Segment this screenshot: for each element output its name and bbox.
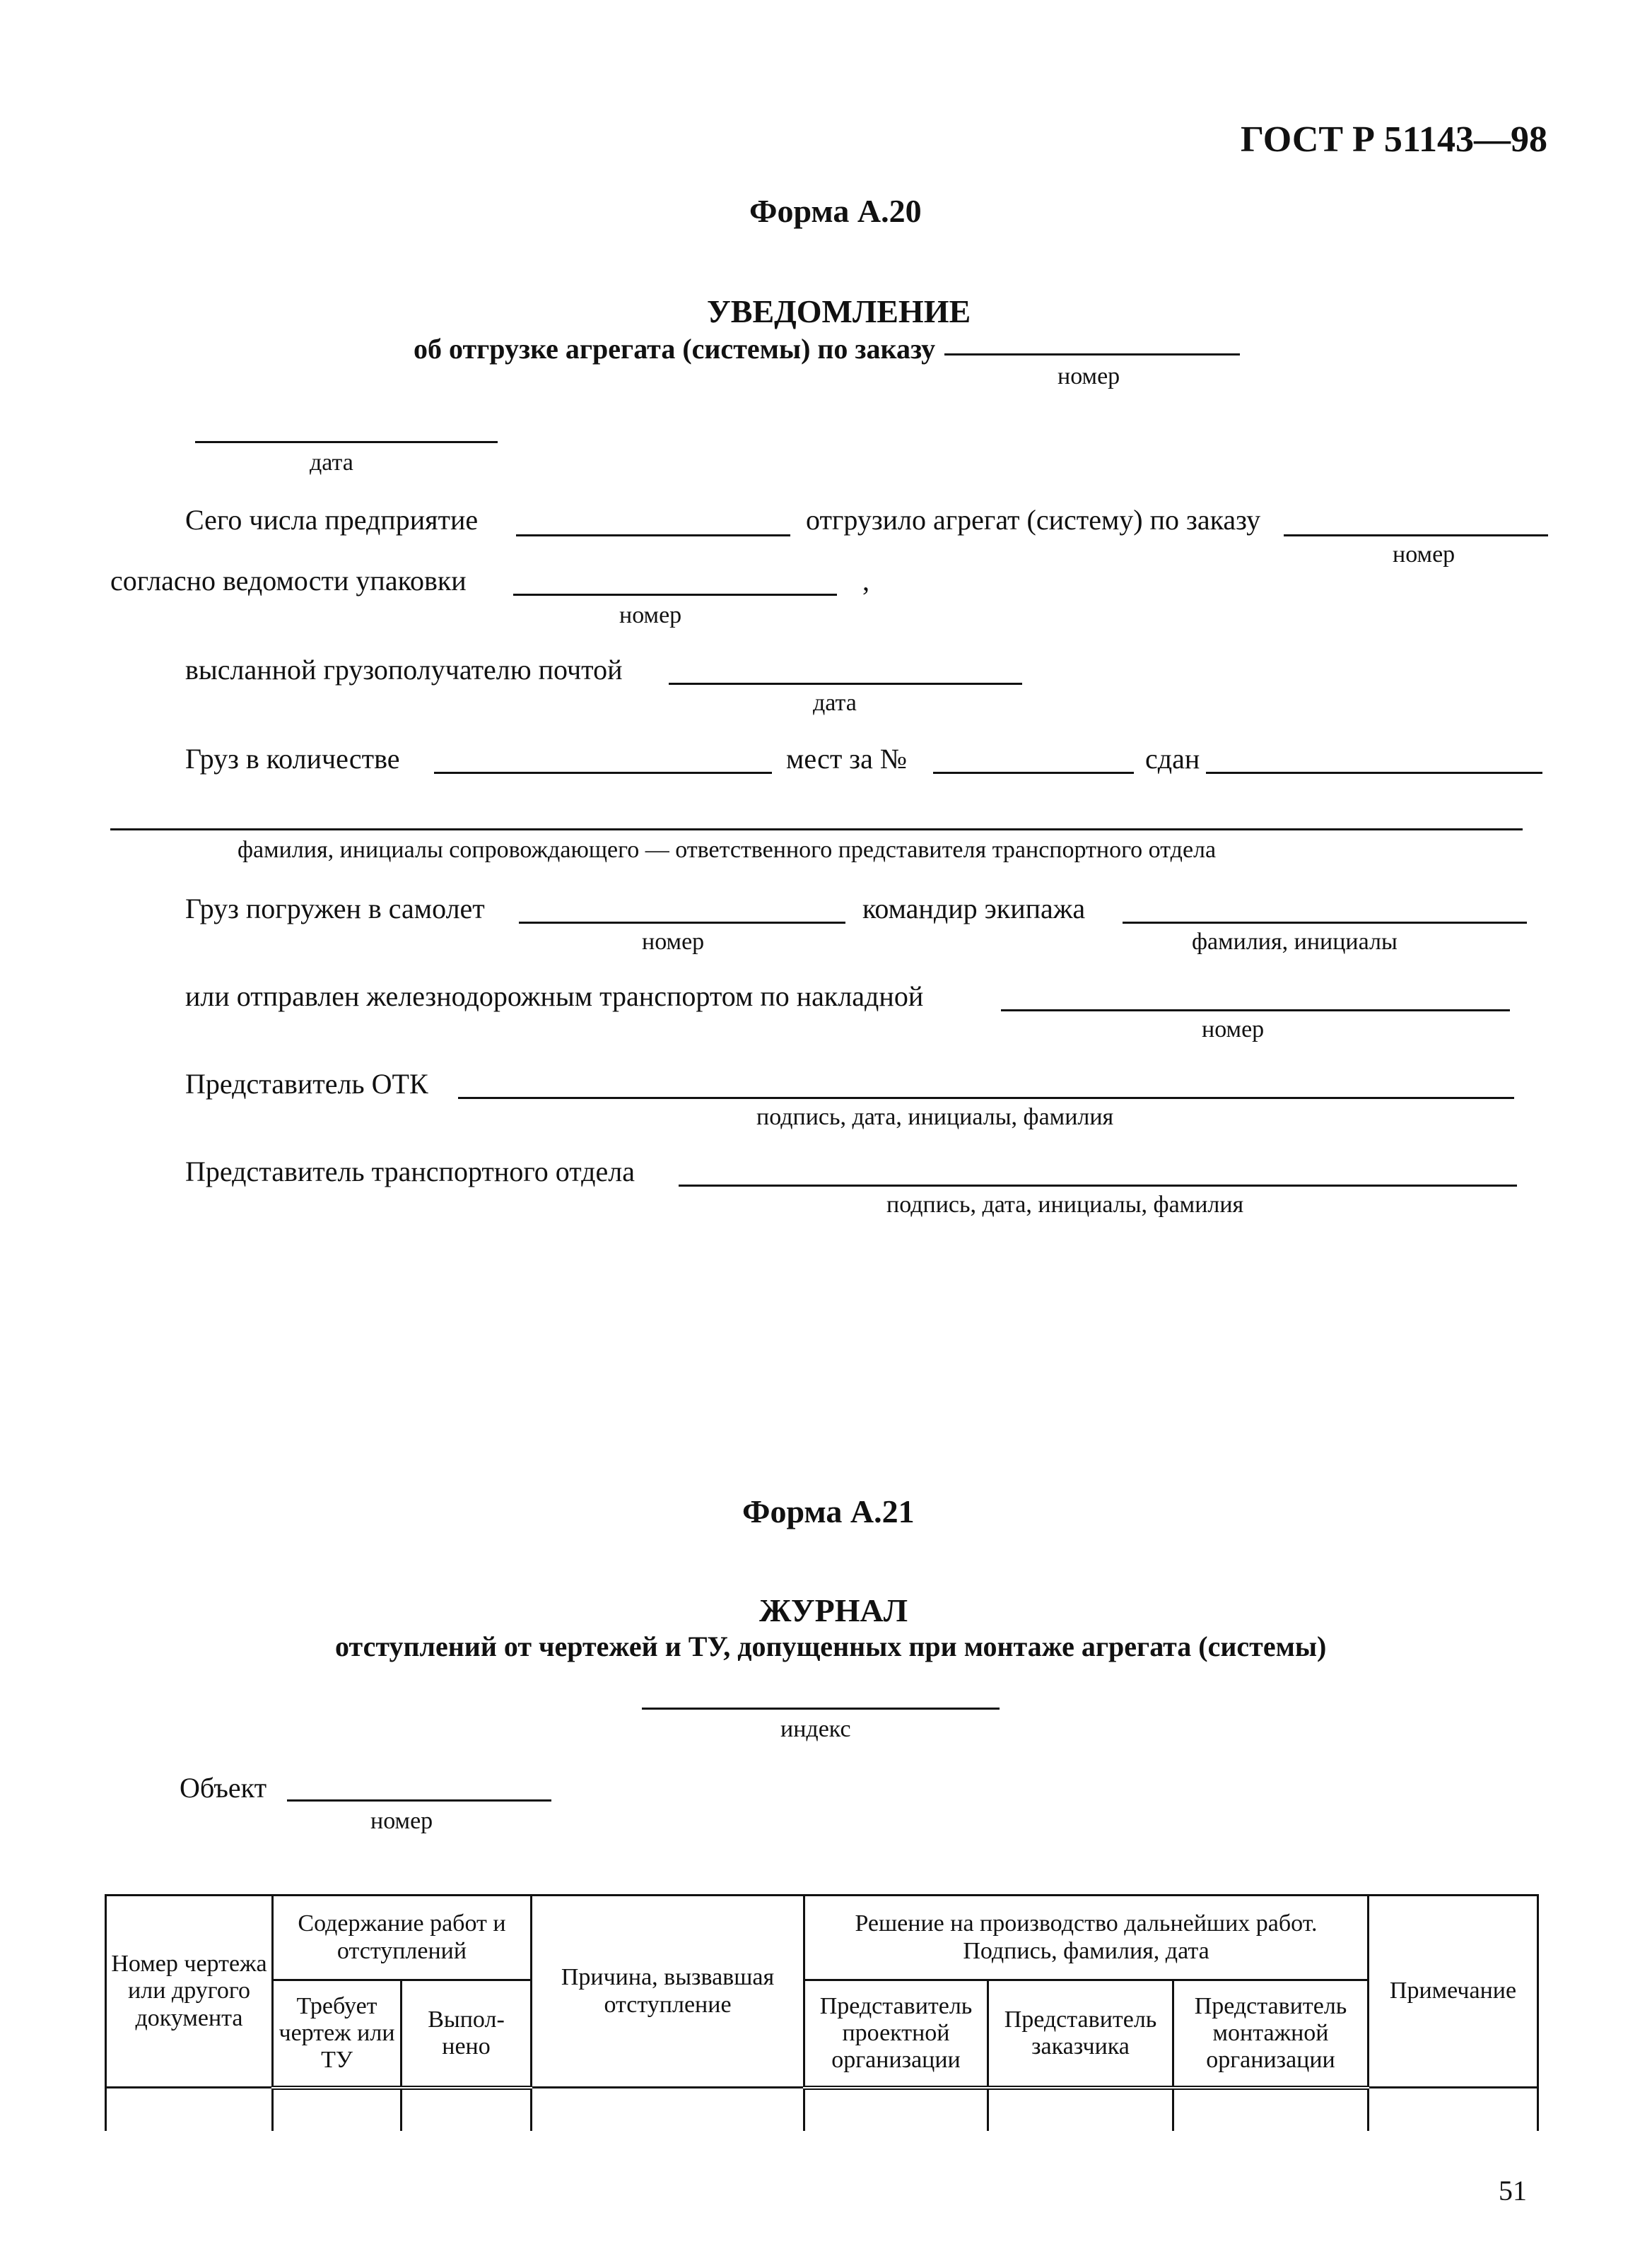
col-required: Требует чертеж или ТУ [273, 1980, 402, 2088]
form-a21-title: Форма А.21 [742, 1493, 915, 1529]
escort-caption: фамилия, инициалы сопровождающего — ответственного представителя транспортного отдела [238, 837, 1217, 863]
order-number-caption: номер [1058, 363, 1120, 389]
journal-heading: ЖУРНАЛ [759, 1592, 908, 1628]
commander-label: командир экипажа [862, 893, 1086, 924]
cargo-amount-label: Груз в количестве [185, 743, 400, 775]
shipped-label: отгрузило агрегат (систему) по заказу [806, 504, 1261, 536]
table-row [106, 2088, 1538, 2131]
notice-heading: УВЕДОМЛЕНИЕ [707, 293, 971, 329]
shipped-order-line[interactable] [1284, 534, 1548, 536]
mail-date-caption: дата [813, 690, 857, 716]
transport-rep-caption: подпись, дата, инициалы, фамилия [886, 1192, 1244, 1218]
col-note: Примечание [1369, 1896, 1538, 2088]
order-number-line[interactable] [944, 353, 1240, 356]
enterprise-line[interactable] [516, 534, 790, 536]
waybill-caption: номер [1202, 1016, 1265, 1042]
otk-signature-line[interactable] [458, 1097, 1514, 1099]
object-number-line[interactable] [287, 1799, 551, 1802]
otk-label: Представитель ОТК [185, 1068, 428, 1100]
col-project-rep: Представитель проектной организации [804, 1980, 988, 2088]
enterprise-label: Сего числа предприятие [185, 504, 479, 536]
cargo-amount-line[interactable] [434, 772, 772, 774]
packing-list-line[interactable] [513, 594, 837, 596]
col-group-works: Содержание работ и отступлений [273, 1896, 532, 1980]
index-caption: индекс [780, 1716, 851, 1742]
object-label: Объект [180, 1772, 267, 1804]
object-number-caption: номер [370, 1808, 433, 1834]
notice-subheading: об отгрузке агрегата (системы) по заказу [414, 333, 936, 365]
aircraft-label: Груз погружен в самолет [185, 893, 485, 924]
mail-label: высланной грузополучателю почтой [185, 654, 623, 686]
packing-list-caption: номер [619, 602, 682, 628]
transport-rep-label: Представитель транспортного отдела [185, 1156, 635, 1187]
commander-name-line[interactable] [1123, 922, 1527, 924]
places-label: мест за № [786, 743, 908, 775]
journal-table [105, 1894, 1539, 2131]
col-done: Выпол-нено [402, 1980, 532, 2088]
commander-caption: фамилия, инициалы [1192, 929, 1398, 955]
waybill-line[interactable] [1001, 1009, 1510, 1011]
date-caption: дата [310, 450, 353, 476]
col-group-decision: Решение на производство дальнейших работ. Подпись, фамилия, дата [804, 1896, 1369, 1980]
journal-subheading: отступлений от чертежей и ТУ, допущенных при монтаже агрегата (системы) [335, 1631, 1327, 1662]
col-installer-rep: Представитель монтажной организации [1173, 1980, 1369, 2088]
railway-label: или отправлен железнодорожным транспортом по накладной [185, 980, 924, 1012]
index-line[interactable] [642, 1708, 1000, 1710]
aircraft-number-caption: номер [642, 929, 705, 955]
escort-name-line[interactable] [110, 828, 1523, 830]
page-number: 51 [1499, 2175, 1527, 2207]
aircraft-number-line[interactable] [519, 922, 845, 924]
date-line[interactable] [195, 441, 498, 443]
transport-rep-signature-line[interactable] [679, 1185, 1517, 1187]
standard-number: ГОСТ Р 51143—98 [1240, 119, 1547, 160]
packing-list-comma: , [862, 565, 869, 597]
handed-over-line[interactable] [1206, 772, 1542, 774]
shipped-order-caption: номер [1393, 541, 1455, 568]
handed-over-label: сдан [1145, 743, 1200, 775]
places-number-line[interactable] [933, 772, 1134, 774]
col-customer-rep: Представитель заказчика [988, 1980, 1173, 2088]
col-drawing-number: Номер чертежа или другого документа [106, 1896, 273, 2088]
form-a20-title: Форма А.20 [749, 193, 922, 229]
mail-date-line[interactable] [669, 683, 1022, 685]
otk-caption: подпись, дата, инициалы, фамилия [756, 1104, 1114, 1130]
col-reason: Причина, вызвавшая отступление [532, 1896, 804, 2088]
packing-list-label: согласно ведомости упаковки [110, 565, 467, 597]
